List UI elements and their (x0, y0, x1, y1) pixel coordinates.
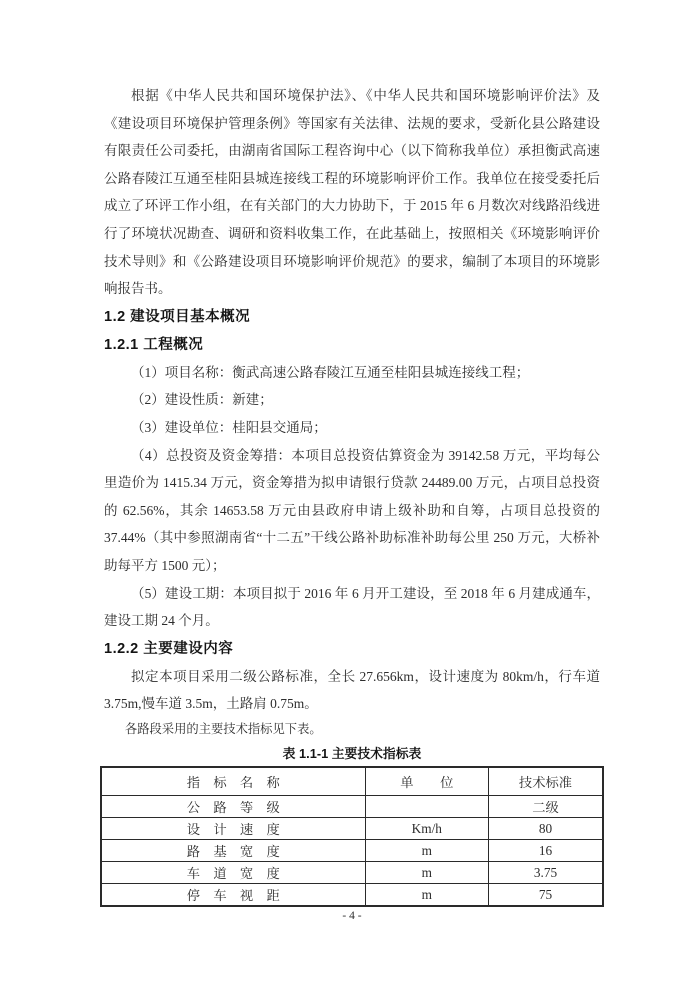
cell-indicator: 设 计 速 度 (101, 818, 365, 840)
cell-unit: Km/h (365, 818, 488, 840)
cell-unit (365, 796, 488, 818)
table-caption: 表 1.1-1 主要技术指标表 (282, 745, 422, 761)
table-header-row (101, 767, 603, 796)
technical-indicators-table (100, 766, 604, 907)
table-header-unit: 单 位 (365, 767, 488, 796)
table-row-stopping-sight-distance (101, 884, 603, 906)
table-header-indicator-name: 指 标 名 称 (101, 767, 365, 796)
table-row-lane-width (101, 862, 603, 884)
cell-standard: 80 (489, 818, 603, 840)
table-intro-note: 各路段采用的主要技术指标见下表。 (124, 721, 322, 736)
cell-unit: m (365, 840, 488, 862)
table-row-road-grade (101, 796, 603, 818)
cell-indicator: 停 车 视 距 (101, 884, 365, 906)
cell-unit: m (365, 862, 488, 884)
list-item-construction-period: （5）建设工期：本项目拟于 2016 年 6 月开工建设，至 2018 年 6 月建成通车，建设工期 24 个月。 (104, 585, 600, 629)
cell-unit: m (365, 884, 488, 906)
intro-paragraph: 根据《中华人民共和国环境保护法》、《中华人民共和国环境影响评价法》及《建设项目环境保护管理条例》等国家有关法律、法规的要求，受新化县公路建设有限责任公司委托，由湖南省国际工程咨询中心（以下简称我单位）承担衡武高速公路春陵江互通至桂阳县城连接线工程的环境影响评价工作。我单位在接受委托后成立了环评工作小组，在有关部门的大力协助下，于 2015 年 6 月数次对线路沿线进行了环境状况勘查、调研和资料收集工作，在此基础上，按照相关《环境影响评价技术导则》和《公路建设项目环境影响评价规范》的要求，编制了本项目的环境影响报告书。 (104, 88, 600, 297)
list-item-construction-unit: （3）建设单位：桂阳县交通局； (131, 419, 327, 435)
table-row-roadbed-width (101, 840, 603, 862)
list-item-construction-nature: （2）建设性质：新建； (131, 392, 273, 408)
cell-standard: 75 (489, 884, 603, 906)
cell-indicator: 公 路 等 级 (101, 796, 365, 818)
page-number: - 4 - (342, 909, 362, 922)
section-heading-1-2-1: 1.2.1 工程概况 (104, 336, 204, 353)
cell-indicator: 车 道 宽 度 (101, 862, 365, 884)
table-row-design-speed (101, 818, 603, 840)
cell-indicator: 路 基 宽 度 (101, 840, 365, 862)
list-item-project-name: （1）项目名称：衡武高速公路春陵江互通至桂阳县城连接线工程； (131, 364, 530, 380)
table-header-technical-standard: 技术标准 (489, 767, 603, 796)
cell-standard: 16 (489, 840, 603, 862)
cell-standard: 3.75 (489, 862, 603, 884)
cell-standard: 二级 (489, 796, 603, 818)
construction-content-paragraph: 拟定本项目采用二级公路标准，全长 27.656km，设计速度为 80km/h，行车道 3.75m,慢车道 3.5m，土路肩 0.75m。 (104, 668, 600, 712)
section-heading-1-2: 1.2 建设项目基本概况 (104, 308, 251, 325)
section-heading-1-2-2: 1.2.2 主要建设内容 (104, 640, 234, 657)
list-item-investment: （4）总投资及资金筹措：本项目总投资估算资金为 39142.58 万元，平均每公里造价为 1415.34 万元，资金筹措为拟申请银行贷款 24489.00 万元，占项目总投资的 62.56%，其余 14653.58 万元由县政府申请上级补助和自筹，占项目总投资的 37.44%（其中参照湖南省“十二五”干线公路补助标准补助每公里 250 万元，大桥补助每平方 1500 元）； (104, 447, 600, 573)
